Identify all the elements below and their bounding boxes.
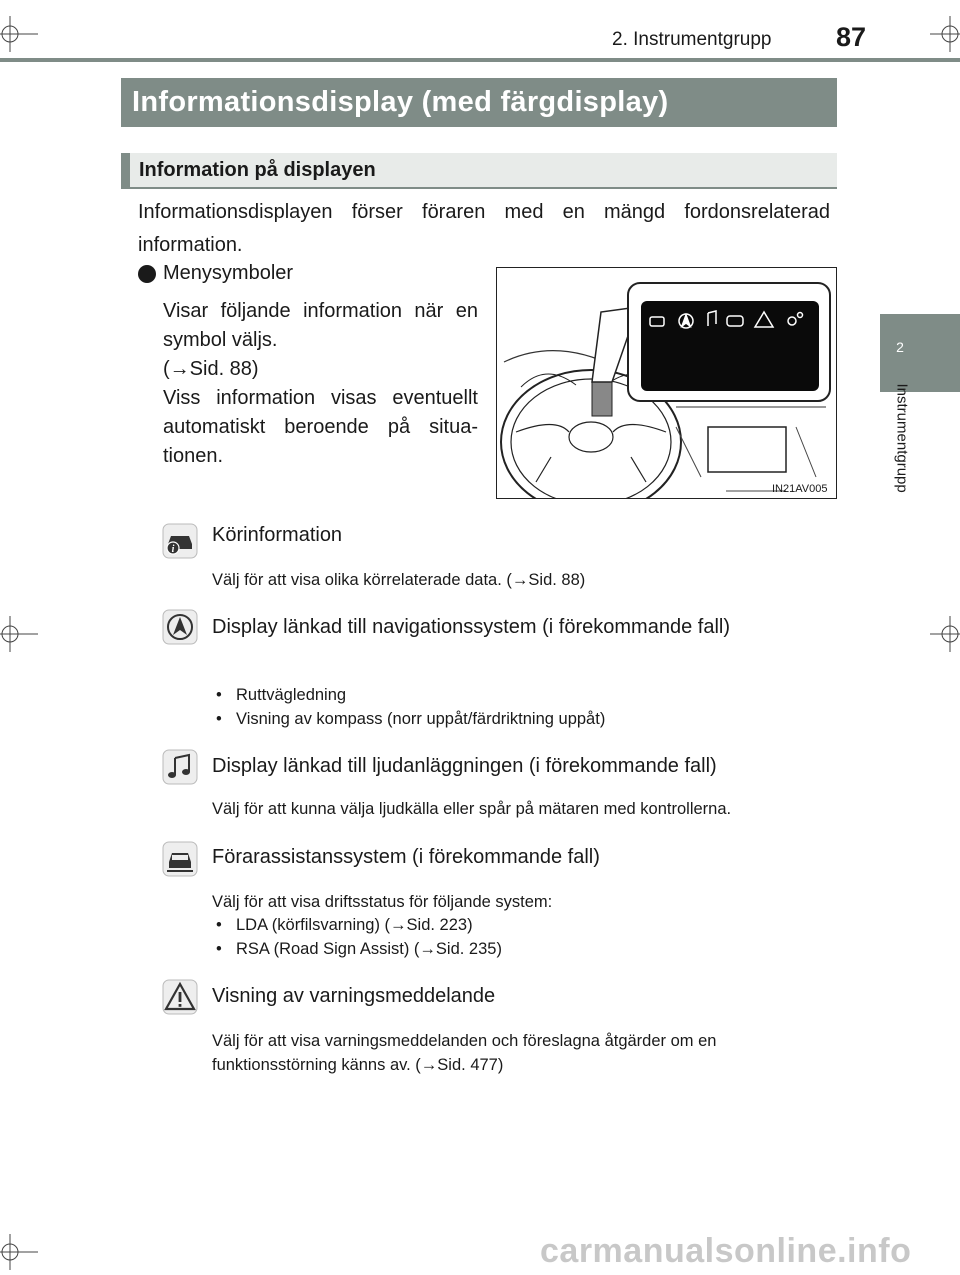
menu-desc-line: tionen. [163, 445, 224, 467]
list-item: • Visning av kompass (norr uppåt/färdriktning uppåt) [216, 707, 605, 731]
menu-heading: Menysymboler [163, 262, 294, 284]
item-title: Förarassistanssystem (i förekommande fall) [212, 846, 600, 868]
chapter-side-label: Instrumentgrupp [893, 383, 911, 493]
navigation-icon [161, 608, 199, 646]
crop-mark-mid-right [930, 614, 960, 654]
menu-desc-line: (→Sid. 88) [163, 358, 259, 380]
figure-code: IN21AV005 [772, 483, 828, 495]
menu-desc-line: Visar följande information när en [163, 300, 478, 322]
page-title: Informationsdisplay (med färgdisplay) [132, 86, 669, 118]
watermark: carmanualsonline.info [540, 1232, 912, 1270]
list-item: • Ruttvägledning [216, 683, 605, 707]
item-description: Välj för att visa varningsmeddelanden och föreslagna åtgärder om en funktionsstörning känns av. (→Sid. 477) [212, 1032, 717, 1074]
menu-desc-line: Viss information visas eventuellt [163, 387, 478, 409]
list-item: • RSA (Road Sign Assist) (→Sid. 235) [216, 937, 502, 961]
item-title: Körinformation [212, 524, 343, 546]
item-description: Välj för att kunna välja ljudkälla eller spår på mätaren med kontrollerna. [212, 800, 732, 818]
menu-description [163, 297, 478, 471]
crop-mark-top-left [0, 14, 40, 54]
header-rule [0, 58, 960, 62]
music-note-icon [161, 748, 199, 786]
item-bullet-list [216, 683, 605, 731]
menu-desc-line: symbol väljs. [163, 329, 278, 351]
dashboard-illustration [496, 267, 837, 499]
bullet-dot-icon [138, 265, 156, 283]
warning-triangle-icon [161, 978, 199, 1016]
section-subtitle: Information på displayen [139, 159, 376, 181]
list-item: • LDA (körfilsvarning) (→Sid. 223) [216, 913, 502, 937]
item-description: Välj för att visa olika körrelaterade data. (→Sid. 88) [212, 571, 586, 589]
running-header: 2. Instrumentgrupp [612, 29, 772, 50]
menu-desc-line: automatiskt beroende på situa- [163, 416, 478, 438]
intro-paragraph: Informationsdisplayen förser föraren med en mängd fordonsrelaterad information. [138, 201, 830, 256]
item-description: Välj för att visa driftsstatus för följande system: [212, 893, 553, 911]
driver-assist-icon [161, 840, 199, 878]
subtitle-accent [121, 153, 130, 189]
car-info-icon [161, 522, 199, 560]
svg-text:i: i [171, 544, 175, 555]
chapter-tab-number: 2 [896, 339, 904, 355]
crop-mark-mid-left [0, 614, 40, 654]
item-title: Display länkad till ljudanläggningen (i förekommande fall) [212, 755, 717, 777]
item-title: Display länkad till navigationssystem (i förekommande fall) [212, 616, 730, 638]
crop-mark-top-right [930, 14, 960, 54]
item-title: Visning av varningsmeddelande [212, 985, 496, 1007]
crop-mark-bottom-left [0, 1232, 40, 1272]
page-number: 87 [836, 22, 867, 52]
item-bullet-list [216, 913, 502, 961]
